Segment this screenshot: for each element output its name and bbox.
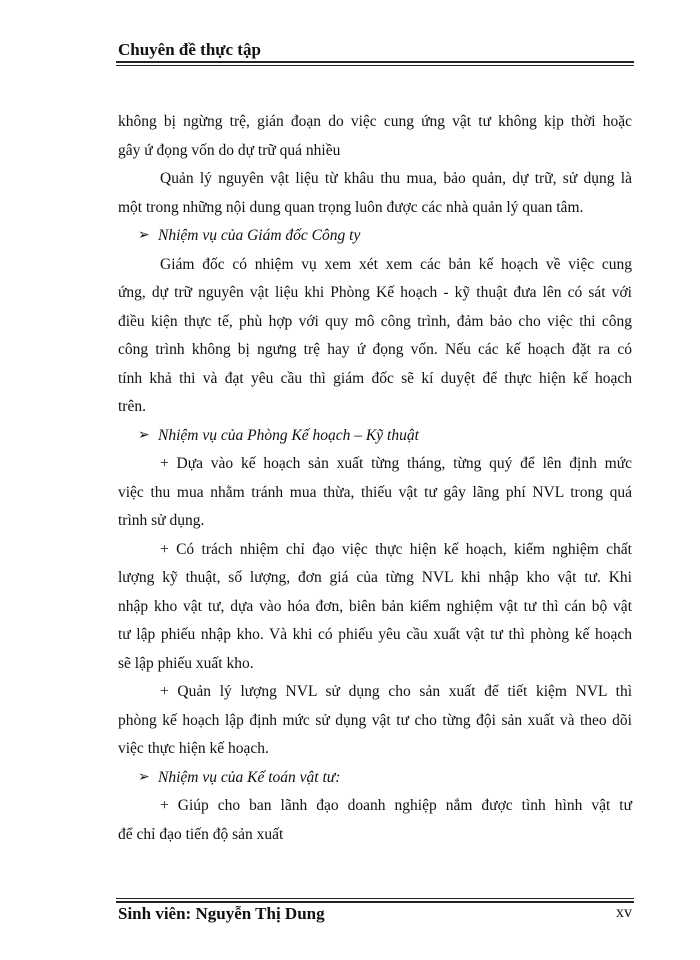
section-heading [138, 222, 632, 251]
text-line: tính khả thi và đạt yêu cầu thì giám đốc sẽ kí duyệt để thực hiện kế hoạch [118, 369, 632, 387]
heading-text: Nhiệm vụ của Phòng Kế hoạch – Kỹ thuật [158, 426, 419, 444]
footer-rule [116, 898, 634, 903]
section-heading [138, 764, 632, 793]
text-line: + Dựa vào kế hoạch sản xuất từng tháng, từng quý để lên định mức [160, 455, 632, 472]
paragraph [118, 678, 632, 764]
arrow-bullet-icon: ➢ [138, 228, 150, 243]
section-heading [138, 422, 632, 451]
text-line: công trình không bị ngưng trệ hay ứ đọng vốn. Nếu các kế hoạch đặt ra có [118, 341, 632, 358]
text-line: để chỉ đạo tiến độ sản xuất [118, 825, 284, 843]
document-body [118, 108, 632, 849]
text-line: lượng kỹ thuật, số lượng, đơn giá của từng NVL khi nhập kho vật tư. Khi [118, 569, 632, 586]
text-line: việc thu mua nhằm tránh mua thừa, thiếu vật tư gây lãng phí NVL trong quá [118, 483, 632, 501]
text-line: điều kiện thực tế, phù hợp với quy mô công trình, đảm bảo cho việc thi công [118, 312, 632, 330]
text-line: ứng, dự trữ nguyên vật liệu khi Phòng Kế hoạch - kỹ thuật đưa lên có sát với [118, 284, 632, 301]
text-line: việc thực hiện kế hoạch. [118, 740, 269, 757]
page-header-title: Chuyên đề thực tập [118, 40, 261, 59]
heading-text: Nhiệm vụ của Kế toán vật tư: [158, 768, 341, 786]
page-number: xv [616, 904, 632, 921]
footer-author: Sinh viên: Nguyễn Thị Dung [118, 904, 325, 923]
arrow-bullet-icon: ➢ [138, 769, 150, 785]
text-line: gây ứ đọng vốn do dự trữ quá nhiều [118, 141, 341, 159]
text-line: không bị ngừng trệ, gián đoạn do việc cung ứng vật tư không kịp thời hoặc [118, 113, 632, 130]
text-line: trình sử dụng. [118, 512, 205, 529]
text-line: nhập kho vật tư, dựa vào hóa đơn, biên bản kiểm nghiệm vật tư thì cán bộ vật [118, 597, 632, 615]
text-line: phòng kế hoạch lập định mức sử dụng vật tư cho từng đội sản xuất và theo dõi [118, 711, 632, 729]
paragraph [118, 165, 632, 222]
arrow-bullet-icon: ➢ [138, 427, 150, 443]
header-rule [116, 61, 634, 66]
text-line: sẽ lập phiếu xuất kho. [118, 654, 254, 672]
text-line: + Quản lý lượng NVL sử dụng cho sản xuất để tiết kiệm NVL thì [160, 683, 632, 700]
text-line: Giám đốc có nhiệm vụ xem xét xem các bản kế hoạch về việc cung [160, 255, 632, 273]
text-line: + Có trách nhiệm chỉ đạo việc thực hiện kế hoạch, kiểm nghiệm chất [160, 540, 632, 558]
text-line: Quản lý nguyên vật liệu từ khâu thu mua, bảo quản, dự trữ, sử dụng là [160, 170, 632, 187]
paragraph [118, 450, 632, 536]
text-line: một trong những nội dung quan trọng luôn được các nhà quản lý quan tâm. [118, 198, 584, 216]
paragraph [118, 792, 632, 849]
heading-text: Nhiệm vụ của Giám đốc Công ty [158, 227, 361, 244]
paragraph [118, 108, 632, 165]
text-line: + Giúp cho ban lãnh đạo doanh nghiệp nắm được tình hình vật tư [160, 797, 632, 814]
text-line: tư lập phiếu nhập kho. Và khi có phiếu yêu cầu xuất vật tư thì phòng kế hoạch [118, 626, 632, 643]
text-line: trên. [118, 398, 146, 415]
paragraph [118, 536, 632, 679]
paragraph [118, 251, 632, 422]
